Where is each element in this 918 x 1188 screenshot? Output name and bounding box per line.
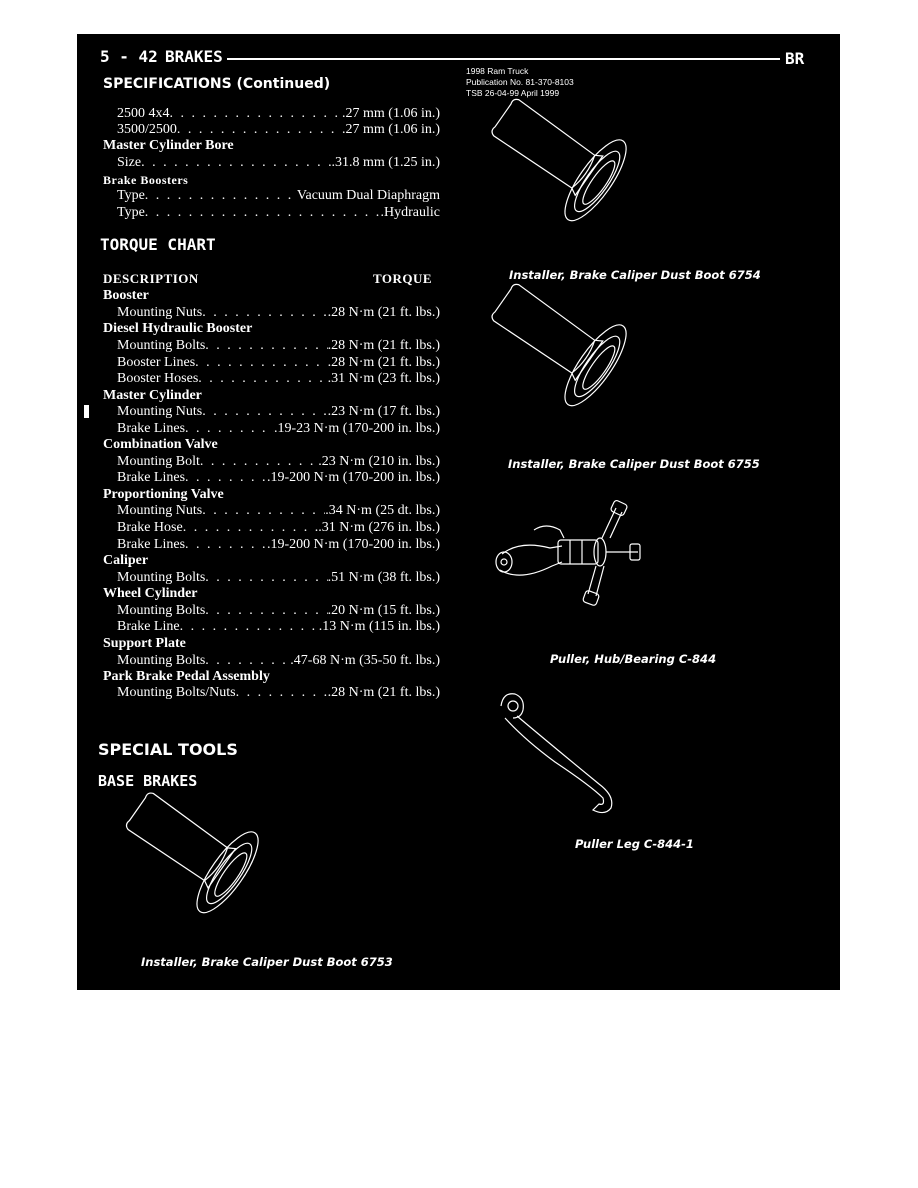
section-title: BRAKES <box>165 47 223 66</box>
torque-group-title: Diesel Hydraulic Booster <box>103 321 253 336</box>
puller-leg-illustration <box>495 688 645 818</box>
torque-row: Mounting Nuts . . . .34 N·m (25 dt. lbs.) <box>117 503 440 519</box>
torque-group-title: Wheel Cylinder <box>103 586 198 601</box>
column-header-description: DESCRIPTION <box>103 271 199 286</box>
spec-row: Size . . . .31.8 mm (1.25 in.) <box>117 155 440 171</box>
spec-row: Type . . . Vacuum Dual Diaphragm <box>117 188 440 204</box>
spec-row: Type . . . .Hydraulic <box>117 205 440 221</box>
spec-group-title: Brake Boosters <box>103 173 189 187</box>
torque-group-title: Booster <box>103 288 149 303</box>
spec-row: 2500 4x4 . . . .27 mm (1.06 in.) <box>117 106 440 122</box>
torque-row: Mounting Bolts . . . .47-68 N·m (35-50 ft. lbs.) <box>117 653 440 669</box>
torque-group-title: Support Plate <box>103 636 186 651</box>
specifications-heading: SPECIFICATIONS (Continued) <box>103 76 331 92</box>
publication-line: 1998 Ram Truck <box>466 66 529 76</box>
torque-row: Mounting Bolts/Nuts . . . .28 N·m (21 ft. lbs.) <box>117 685 440 701</box>
publication-info <box>466 66 574 99</box>
torque-row: Mounting Bolts . . . .20 N·m (15 ft. lbs.) <box>117 603 440 619</box>
torque-row: Mounting Bolts . . . .28 N·m (21 ft. lbs.) <box>117 338 440 354</box>
torque-group-title: Combination Valve <box>103 437 218 452</box>
base-brakes-heading: BASE BRAKES <box>98 772 198 790</box>
special-tools-heading: SPECIAL TOOLS <box>98 740 238 759</box>
torque-row: Brake Lines . . . .19-200 N·m (170-200 in. lbs.) <box>117 470 440 486</box>
torque-group-title: Master Cylinder <box>103 388 202 403</box>
page-number: 5 - 42 <box>100 47 158 66</box>
torque-row: Mounting Bolt . . . .23 N·m (210 in. lbs.) <box>117 454 440 470</box>
caption-puller-leg: Puller Leg C-844-1 <box>575 837 694 851</box>
torque-group-title: Proportioning Valve <box>103 487 224 502</box>
caption-6755: Installer, Brake Caliper Dust Boot 6755 <box>508 457 760 471</box>
caption-6754: Installer, Brake Caliper Dust Boot 6754 <box>509 268 761 282</box>
torque-row: Booster Lines . . . .28 N·m (21 ft. lbs.) <box>117 355 440 371</box>
caption-6753: Installer, Brake Caliper Dust Boot 6753 <box>141 955 393 969</box>
torque-row: Brake Lines . . . .19-23 N·m (170-200 in. lbs.) <box>117 421 440 437</box>
installer-6754-illustration <box>480 112 655 242</box>
installer-6755-illustration <box>480 297 655 427</box>
manual-page <box>77 34 840 990</box>
torque-row: Mounting Bolts . . . .51 N·m (38 ft. lbs.) <box>117 570 440 586</box>
vehicle-code: BR <box>785 49 805 68</box>
installer-6753-illustration <box>115 804 285 934</box>
torque-row: Brake Lines . . . .19-200 N·m (170-200 in. lbs.) <box>117 537 440 553</box>
torque-row: Brake Line . . . .13 N·m (115 in. lbs.) <box>117 619 440 635</box>
publication-line: TSB 26-04-99 April 1999 <box>466 88 560 98</box>
caption-puller-c844: Puller, Hub/Bearing C-844 <box>550 652 717 666</box>
torque-group-title: Caliper <box>103 553 149 568</box>
torque-chart-heading: TORQUE CHART <box>100 235 216 254</box>
torque-row: Booster Hoses . . . .31 N·m (23 ft. lbs.) <box>117 371 440 387</box>
torque-row: Brake Hose . . . .31 N·m (276 in. lbs.) <box>117 520 440 536</box>
torque-row: Mounting Nuts . . . .28 N·m (21 ft. lbs.) <box>117 305 440 321</box>
publication-line: Publication No. 81-370-8103 <box>466 77 574 87</box>
spec-group-title: Master Cylinder Bore <box>103 138 234 153</box>
torque-row: Mounting Nuts . . . .23 N·m (17 ft. lbs.) <box>117 404 440 420</box>
header-rule <box>227 58 780 60</box>
column-header-torque: TORQUE <box>373 271 433 286</box>
puller-c844-illustration <box>490 496 650 611</box>
spec-row: 3500/2500 . . . .27 mm (1.06 in.) <box>117 122 440 138</box>
change-bar <box>84 405 89 418</box>
torque-group-title: Park Brake Pedal Assembly <box>103 669 270 684</box>
